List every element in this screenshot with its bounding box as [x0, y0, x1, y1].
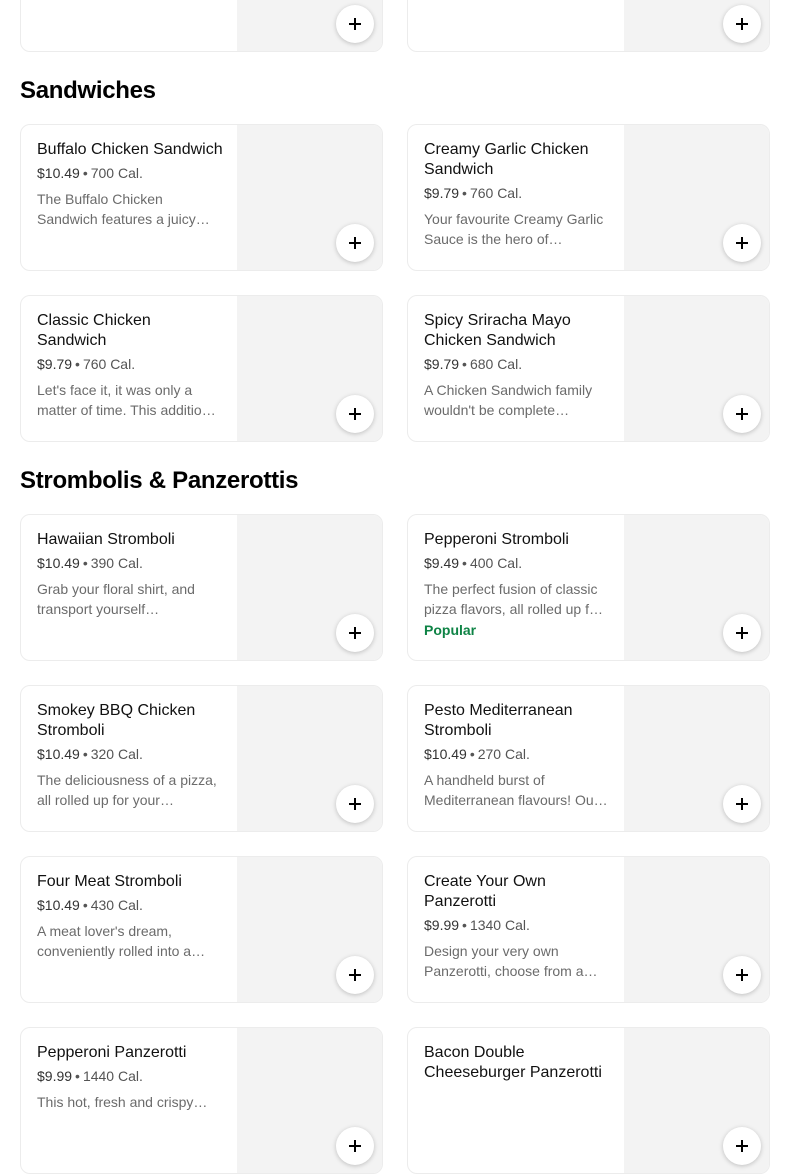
meta-separator: •	[75, 356, 80, 372]
plus-icon	[736, 969, 748, 981]
meta-separator: •	[462, 356, 467, 372]
popular-badge: Popular	[424, 622, 477, 638]
plus-icon	[349, 969, 361, 981]
menu-item-calories: 390 Cal.	[90, 555, 143, 571]
meta-separator: •	[82, 897, 88, 913]
menu-item-description: The Buffalo Chicken Sandwich features a juicy…	[37, 191, 210, 227]
menu-item-calories: 1340 Cal.	[469, 917, 530, 933]
add-to-cart-button[interactable]	[723, 785, 761, 823]
menu-item-meta	[37, 746, 223, 763]
menu-item-price: $9.79	[424, 356, 460, 372]
plus-icon	[349, 18, 361, 30]
menu-item-name: Pepperoni Stromboli	[424, 531, 569, 548]
menu-item-price: $10.49	[37, 165, 80, 181]
meta-separator: •	[75, 1068, 80, 1084]
menu-item-description: The perfect fusion of classic pizza flavors, all rolled up f…	[424, 581, 603, 617]
add-to-cart-button[interactable]	[723, 956, 761, 994]
menu-item-calories: 400 Cal.	[469, 555, 523, 571]
plus-icon	[349, 798, 361, 810]
plus-icon	[736, 18, 748, 30]
menu-item-meta	[37, 356, 223, 373]
menu-item-description: A meat lover's dream, conveniently rolled into a…	[37, 923, 206, 959]
menu-item-info	[424, 701, 610, 810]
menu-item-info	[424, 530, 610, 639]
menu-item-description: This hot, fresh and crispy…	[37, 1094, 208, 1110]
menu-item-info	[37, 872, 223, 961]
menu-item-price: $9.79	[424, 185, 460, 201]
menu-item-calories: 760 Cal.	[469, 185, 523, 201]
plus-icon	[349, 1140, 361, 1152]
add-to-cart-button[interactable]	[336, 395, 374, 433]
plus-icon	[349, 408, 361, 420]
meta-separator: •	[462, 555, 467, 571]
add-to-cart-button[interactable]	[336, 614, 374, 652]
menu-item-info	[424, 1043, 610, 1083]
menu-item-calories: 270 Cal.	[477, 746, 530, 762]
plus-icon	[736, 408, 748, 420]
menu-item-card[interactable]	[407, 685, 770, 832]
menu-item-card[interactable]	[20, 685, 383, 832]
menu-item-name: Bacon Double Cheeseburger Panzerotti	[424, 1044, 602, 1081]
menu-item-price: $10.49	[37, 555, 80, 571]
meta-separator: •	[462, 185, 467, 201]
menu-item-price: $10.49	[37, 897, 80, 913]
menu-item-name: Buffalo Chicken Sandwich	[37, 141, 223, 158]
meta-separator: •	[469, 746, 475, 762]
menu-item-price: $9.49	[424, 555, 460, 571]
plus-icon	[736, 798, 748, 810]
menu-item-description: Your favourite Creamy Garlic Sauce is the hero of…	[424, 211, 604, 247]
menu-item-info	[424, 140, 610, 249]
section-title-strombolis-panzerottis: Strombolis & Panzerottis	[20, 467, 299, 494]
menu-item-meta	[37, 897, 223, 914]
menu-item-card[interactable]	[20, 0, 383, 52]
menu-item-meta	[424, 555, 610, 572]
menu-item-card[interactable]	[407, 1027, 770, 1174]
add-to-cart-button[interactable]	[336, 224, 374, 262]
menu-item-calories: 320 Cal.	[90, 746, 143, 762]
plus-icon	[349, 237, 361, 249]
menu-item-info	[424, 311, 610, 420]
menu-item-description: Grab your floral shirt, and transport yourself…	[37, 581, 195, 617]
menu-item-price: $9.99	[37, 1068, 73, 1084]
add-to-cart-button[interactable]	[723, 395, 761, 433]
menu-item-info	[37, 701, 223, 810]
menu-item-card[interactable]	[407, 124, 770, 271]
menu-item-meta	[424, 356, 610, 373]
menu-item-info	[424, 872, 610, 981]
add-to-cart-button[interactable]	[336, 5, 374, 43]
menu-item-card[interactable]	[20, 295, 383, 442]
menu-item-card[interactable]	[407, 295, 770, 442]
meta-separator: •	[82, 555, 88, 571]
menu-item-info	[37, 140, 223, 229]
menu-item-name: Pepperoni Panzerotti	[37, 1044, 187, 1061]
menu-item-description: The deliciousness of a pizza, all rolled up for your…	[37, 772, 217, 808]
menu-item-name: Four Meat Stromboli	[37, 873, 182, 890]
menu-item-name: Pesto Mediterranean Stromboli	[424, 702, 573, 739]
menu-item-name: Classic Chicken Sandwich	[37, 312, 151, 349]
menu-item-description: Let's face it, it was only a matter of time. This additio…	[37, 382, 216, 418]
menu-item-meta	[37, 555, 223, 572]
menu-item-calories: 760 Cal.	[82, 356, 136, 372]
add-to-cart-button[interactable]	[336, 956, 374, 994]
add-to-cart-button[interactable]	[336, 1127, 374, 1165]
menu-item-price: $10.49	[424, 746, 467, 762]
add-to-cart-button[interactable]	[723, 614, 761, 652]
menu-item-price: $9.99	[424, 917, 460, 933]
add-to-cart-button[interactable]	[723, 1127, 761, 1165]
menu-item-card[interactable]	[20, 856, 383, 1003]
add-to-cart-button[interactable]	[723, 5, 761, 43]
menu-item-meta	[37, 165, 223, 182]
plus-icon	[736, 627, 748, 639]
meta-separator: •	[82, 165, 88, 181]
menu-item-calories: 430 Cal.	[90, 897, 143, 913]
menu-item-info	[37, 1043, 223, 1112]
meta-separator: •	[462, 917, 467, 933]
menu-item-card[interactable]	[407, 0, 770, 52]
menu-item-calories: 1440 Cal.	[82, 1068, 143, 1084]
meta-separator: •	[82, 746, 88, 762]
menu-item-meta	[424, 746, 610, 763]
menu-item-description: A Chicken Sandwich family wouldn't be complete…	[424, 382, 593, 418]
menu-item-meta	[424, 917, 610, 934]
menu-item-name: Spicy Sriracha Mayo Chicken Sandwich	[424, 312, 571, 349]
menu-item-card[interactable]	[20, 514, 383, 661]
add-to-cart-button[interactable]	[723, 224, 761, 262]
menu-item-description: Design your very own Panzerotti, choose from a…	[424, 943, 598, 979]
menu-item-name: Create Your Own Panzerotti	[424, 873, 546, 910]
plus-icon	[736, 237, 748, 249]
menu-item-price: $9.79	[37, 356, 73, 372]
menu-item-name: Creamy Garlic Chicken Sandwich	[424, 141, 589, 178]
menu-item-calories: 700 Cal.	[90, 165, 143, 181]
menu-item-card[interactable]	[407, 856, 770, 1003]
add-to-cart-button[interactable]	[336, 785, 374, 823]
menu-item-meta	[424, 185, 610, 202]
plus-icon	[349, 627, 361, 639]
menu-item-name: Smokey BBQ Chicken Stromboli	[37, 702, 196, 739]
section-title-sandwiches: Sandwiches	[20, 77, 156, 104]
menu-item-card[interactable]	[407, 514, 770, 661]
menu-item-description: A handheld burst of Mediterranean flavours! Ou…	[424, 772, 608, 808]
menu-item-info	[37, 311, 223, 420]
menu-item-calories: 680 Cal.	[469, 356, 523, 372]
menu-item-info	[37, 530, 223, 619]
menu-item-meta	[37, 1068, 223, 1085]
plus-icon	[736, 1140, 748, 1152]
menu-item-price: $10.49	[37, 746, 80, 762]
menu-item-name: Hawaiian Stromboli	[37, 531, 175, 548]
menu-item-card[interactable]	[20, 1027, 383, 1174]
menu-item-card[interactable]	[20, 124, 383, 271]
